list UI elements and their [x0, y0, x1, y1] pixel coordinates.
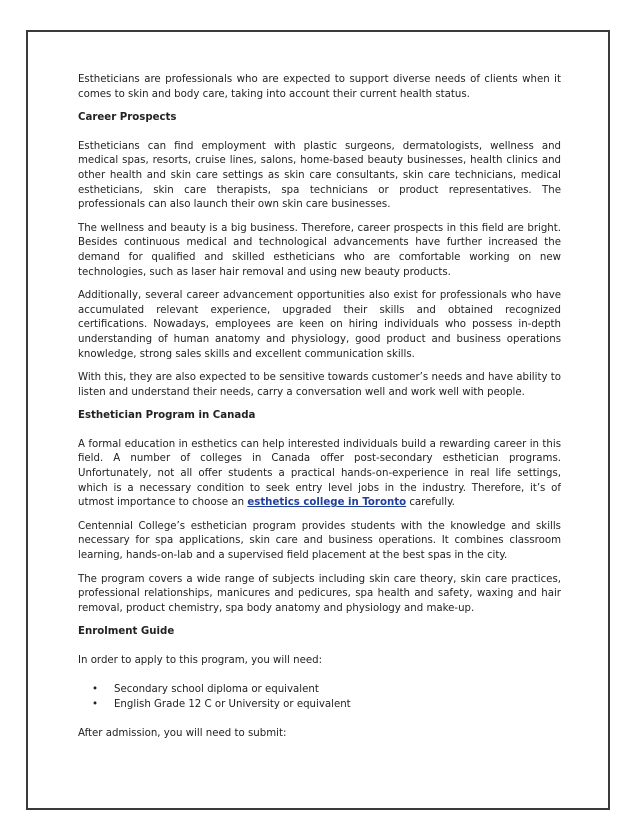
list-item [78, 698, 561, 713]
requirements-list [78, 683, 561, 713]
career-paragraph-2: The wellness and beauty is a big business. Therefore, career prospects in this field are bright. Besides continuous medical and technological advancements have further increased the demand for qualified and skilled estheticians who are comfortable working on new technologies, such as laser hair removal and using new beauty products. [78, 222, 561, 278]
program-paragraph-3: The program covers a wide range of subjects including skin care theory, skin care practices, professional relationships, manicures and pedicures, spa health and safety, waxing and hair removal, product chemistry, spa body anatomy and physiology and make-up. [78, 573, 561, 614]
enrolment-intro: In order to apply to this program, you will need: [78, 655, 323, 666]
program-paragraph-1-text: A formal education in esthetics can help interested individuals build a rewarding career in this field. A number of colleges in Canada offer post-secondary esthetician programs. Unfortunately, not all offer students a practical hands-on-experience in real life settings, which is a necessary condition to seek entry level jobs in the industry. Therefore, it’s of utmost importance to choose an [78, 438, 561, 509]
career-paragraph-3: Additionally, several career advancement opportunities also exist for professionals who have accumulated relevant experience, upgraded their skills and obtained recognized certifications. Nowadays, employees are keen on hiring individuals who possess in-depth understanding of human anatomy and physiology, good product and business operations knowledge, strong sales skills and excellent communication skills. [78, 290, 561, 360]
requirement-text: Secondary school diploma or equivalent [114, 683, 319, 695]
bullet-icon: • [92, 699, 99, 711]
program-paragraph-1 [78, 438, 561, 511]
enrolment-heading: Enrolment Guide [78, 626, 175, 638]
intro-paragraph: Estheticians are professionals who are expected to support diverse needs of clients when it comes to skin and body care, taking into account their current health status. [78, 74, 561, 100]
document-body [78, 73, 561, 750]
career-paragraph-1: Estheticians can find employment with plastic surgeons, dermatologists, wellness and medical spas, resorts, cruise lines, salons, home-based beauty businesses, health clinics and other health and skin care settings as skin care consultants, skin care technicians, medical estheticians, skin care therapists, spa technicians or product representatives. The professionals can also launch their own skin care businesses. [78, 140, 561, 211]
program-heading: Esthetician Program in Canada [78, 410, 256, 422]
program-paragraph-1-tail: carefully. [406, 497, 455, 509]
career-prospects-heading: Career Prospects [78, 112, 177, 124]
after-admission-text: After admission, you will need to submit: [78, 727, 287, 739]
bullet-icon: • [92, 683, 99, 695]
career-paragraph-4: With this, they are also expected to be sensitive towards customer’s needs and have ability to listen and understand their needs, carry a conversation well and work well with people. [78, 372, 561, 398]
requirement-text: English Grade 12 C or University or equivalent [114, 699, 351, 711]
list-item [78, 683, 561, 698]
esthetics-college-link[interactable]: esthetics college in Toronto [247, 497, 407, 509]
program-paragraph-2: Centennial College’s esthetician program provides students with the knowledge and skills necessary for spa applications, skin care and business operations. It combines classroom learning, hands-on-lab and a supervised field placement at the best spas in the city. [78, 520, 561, 562]
